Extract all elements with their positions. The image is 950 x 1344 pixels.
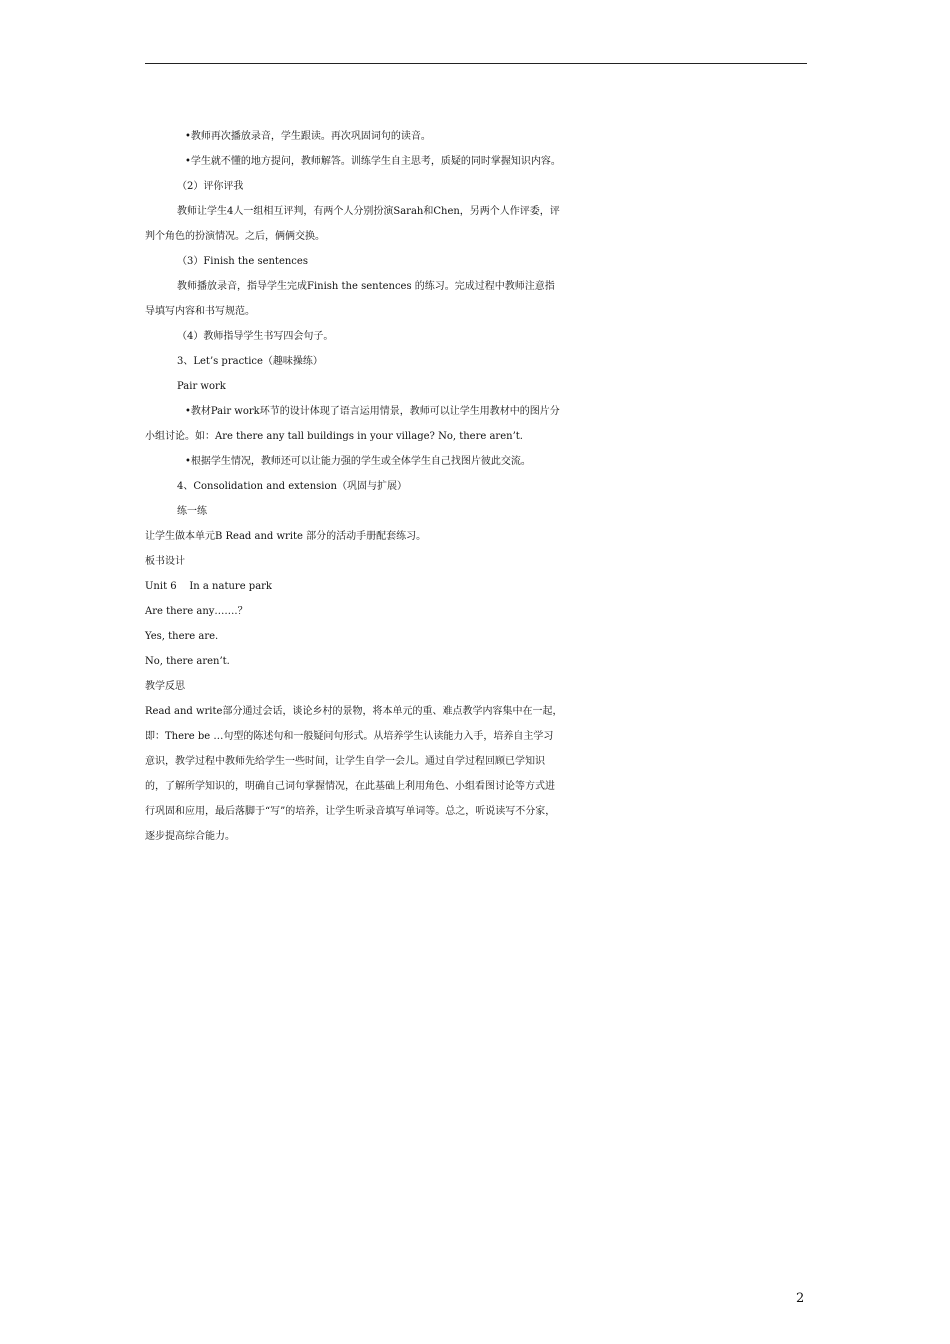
reflection-paragraph (145, 699, 815, 849)
section-heading: （2）评你评我 (177, 181, 244, 192)
reflection-line: 行巩固和应用，最后落脚于“写”的培养，让学生听录音填写单词等。总之，听说读写不分家， (145, 806, 556, 817)
section-heading: （3）Finish the sentences (177, 256, 308, 267)
section-heading: 4、Consolidation and extension（巩固与扩展） (177, 481, 407, 492)
text-line: •教师再次播放录音，学生跟读。再次巩固词句的读音。 (185, 131, 431, 142)
board-line: Yes, there are. (145, 631, 219, 642)
text-line: •教材Pair work环节的设计体现了语言运用情景，教师可以让学生用教材中的图片分 (185, 406, 560, 417)
reflection-line: Read and write部分通过会话，谈论乡村的景物，将本单元的重、难点教学内容集中在一起， (145, 706, 563, 717)
text-line: •学生就不懂的地方提问，教师解答。训练学生自主思考，质疑的同时掌握知识内容。 (185, 156, 561, 167)
page-number: 2 (796, 1291, 805, 1306)
text-line: 教师播放录音，指导学生完成Finish the sentences 的练习。完成过程中教师注意指 (177, 281, 555, 292)
document-body (145, 124, 815, 849)
reflection-line: 逐步提高综合能力。 (145, 831, 235, 842)
reflection-line: 即：There be …句型的陈述句和一般疑问句形式。从培养学生认读能力入手，培养自主学习 (145, 731, 554, 742)
text-line: 小组讨论。如：Are there any tall buildings in your village? No, there aren’t. (145, 431, 523, 442)
text-line: Pair work (177, 381, 226, 392)
section-heading: （4）教师指导学生书写四会句子。 (177, 331, 334, 342)
header-rule (145, 63, 807, 64)
board-line: Unit 6 In a nature park (145, 581, 272, 592)
text-line: 教师让学生4人一组相互评判，有两个人分别扮演Sarah和Chen，另两个人作评委，评 (177, 206, 560, 217)
text-line: 判个角色的扮演情况。之后，俩俩交换。 (145, 231, 325, 242)
reflection-line: 的，了解所学知识的，明确自己词句掌握情况，在此基础上利用角色、小组看图讨论等方式进 (145, 781, 555, 792)
text-line: 导填写内容和书写规范。 (145, 306, 255, 317)
text-line: 让学生做本单元B Read and write 部分的活动手册配套练习。 (145, 531, 427, 542)
section-heading: 教学反思 (145, 681, 185, 692)
text-line: 练一练 (177, 506, 207, 517)
section-heading: 3、Let’s practice（趣味操练） (177, 356, 323, 367)
section-heading: 板书设计 (145, 556, 185, 567)
text-line: •根据学生情况，教师还可以让能力强的学生或全体学生自己找图片彼此交流。 (185, 456, 531, 467)
board-line: No, there aren’t. (145, 656, 230, 667)
reflection-line: 意识，教学过程中教师先给学生一些时间，让学生自学一会儿。通过自学过程回顾已学知识 (145, 756, 545, 767)
board-line: Are there any…….？ (145, 606, 248, 617)
